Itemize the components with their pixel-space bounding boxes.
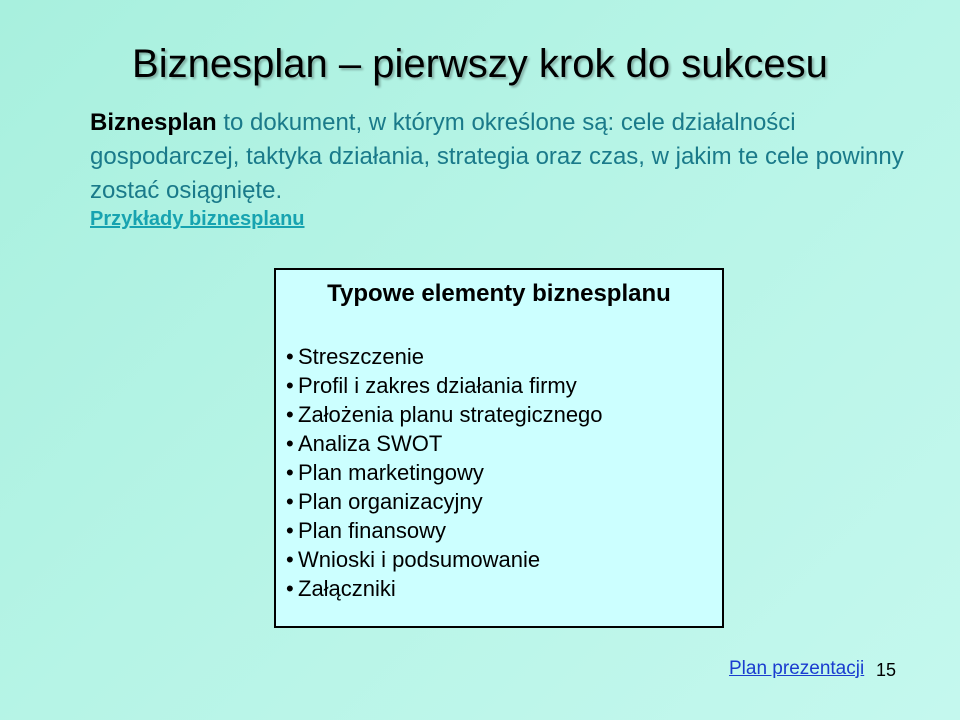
list-item: [286, 400, 603, 429]
elements-box-title: Typowe elementy biznesplanu: [327, 280, 671, 307]
intro-paragraph: [90, 106, 910, 208]
list-item-label: Profil i zakres działania firmy: [298, 373, 577, 398]
list-item-label: Założenia planu strategicznego: [298, 402, 603, 427]
list-item: [286, 342, 603, 371]
bullet-icon: •: [286, 518, 294, 543]
list-item: [286, 545, 603, 574]
page-number: 15: [876, 660, 897, 680]
list-item-label: Streszczenie: [298, 344, 424, 369]
list-item: [286, 516, 603, 545]
intro-text: to dokument, w którym określone są: cele działalności gospodarczej, taktyka działania, strategia oraz czas, w jakim te cele powinny zostać osiągnięte.: [90, 109, 904, 204]
list-item-label: Załączniki: [298, 576, 396, 601]
plan-presentation-link[interactable]: Plan prezentacji: [729, 658, 865, 679]
elements-box: [274, 268, 724, 628]
bullet-icon: •: [286, 576, 294, 601]
list-item-label: Plan organizacyjny: [298, 489, 483, 514]
bullet-icon: •: [286, 547, 294, 572]
list-item: [286, 429, 603, 458]
list-item: [286, 371, 603, 400]
bullet-icon: •: [286, 344, 294, 369]
examples-link[interactable]: Przykłady biznesplanu: [90, 208, 305, 230]
bullet-icon: •: [286, 431, 294, 456]
slide-title: Biznesplan – pierwszy krok do sukcesu: [132, 42, 828, 86]
intro-term: Biznesplan: [90, 109, 217, 136]
list-item: [286, 487, 603, 516]
list-item: [286, 458, 603, 487]
bullet-icon: •: [286, 489, 294, 514]
list-item-label: Plan marketingowy: [298, 460, 484, 485]
bullet-icon: •: [286, 402, 294, 427]
list-item-label: Wnioski i podsumowanie: [298, 547, 541, 572]
list-item-label: Analiza SWOT: [298, 431, 443, 456]
list-item-label: Plan finansowy: [298, 518, 446, 543]
list-item: [286, 574, 603, 603]
bullet-icon: •: [286, 373, 294, 398]
elements-list: [286, 342, 603, 603]
bullet-icon: •: [286, 460, 294, 485]
